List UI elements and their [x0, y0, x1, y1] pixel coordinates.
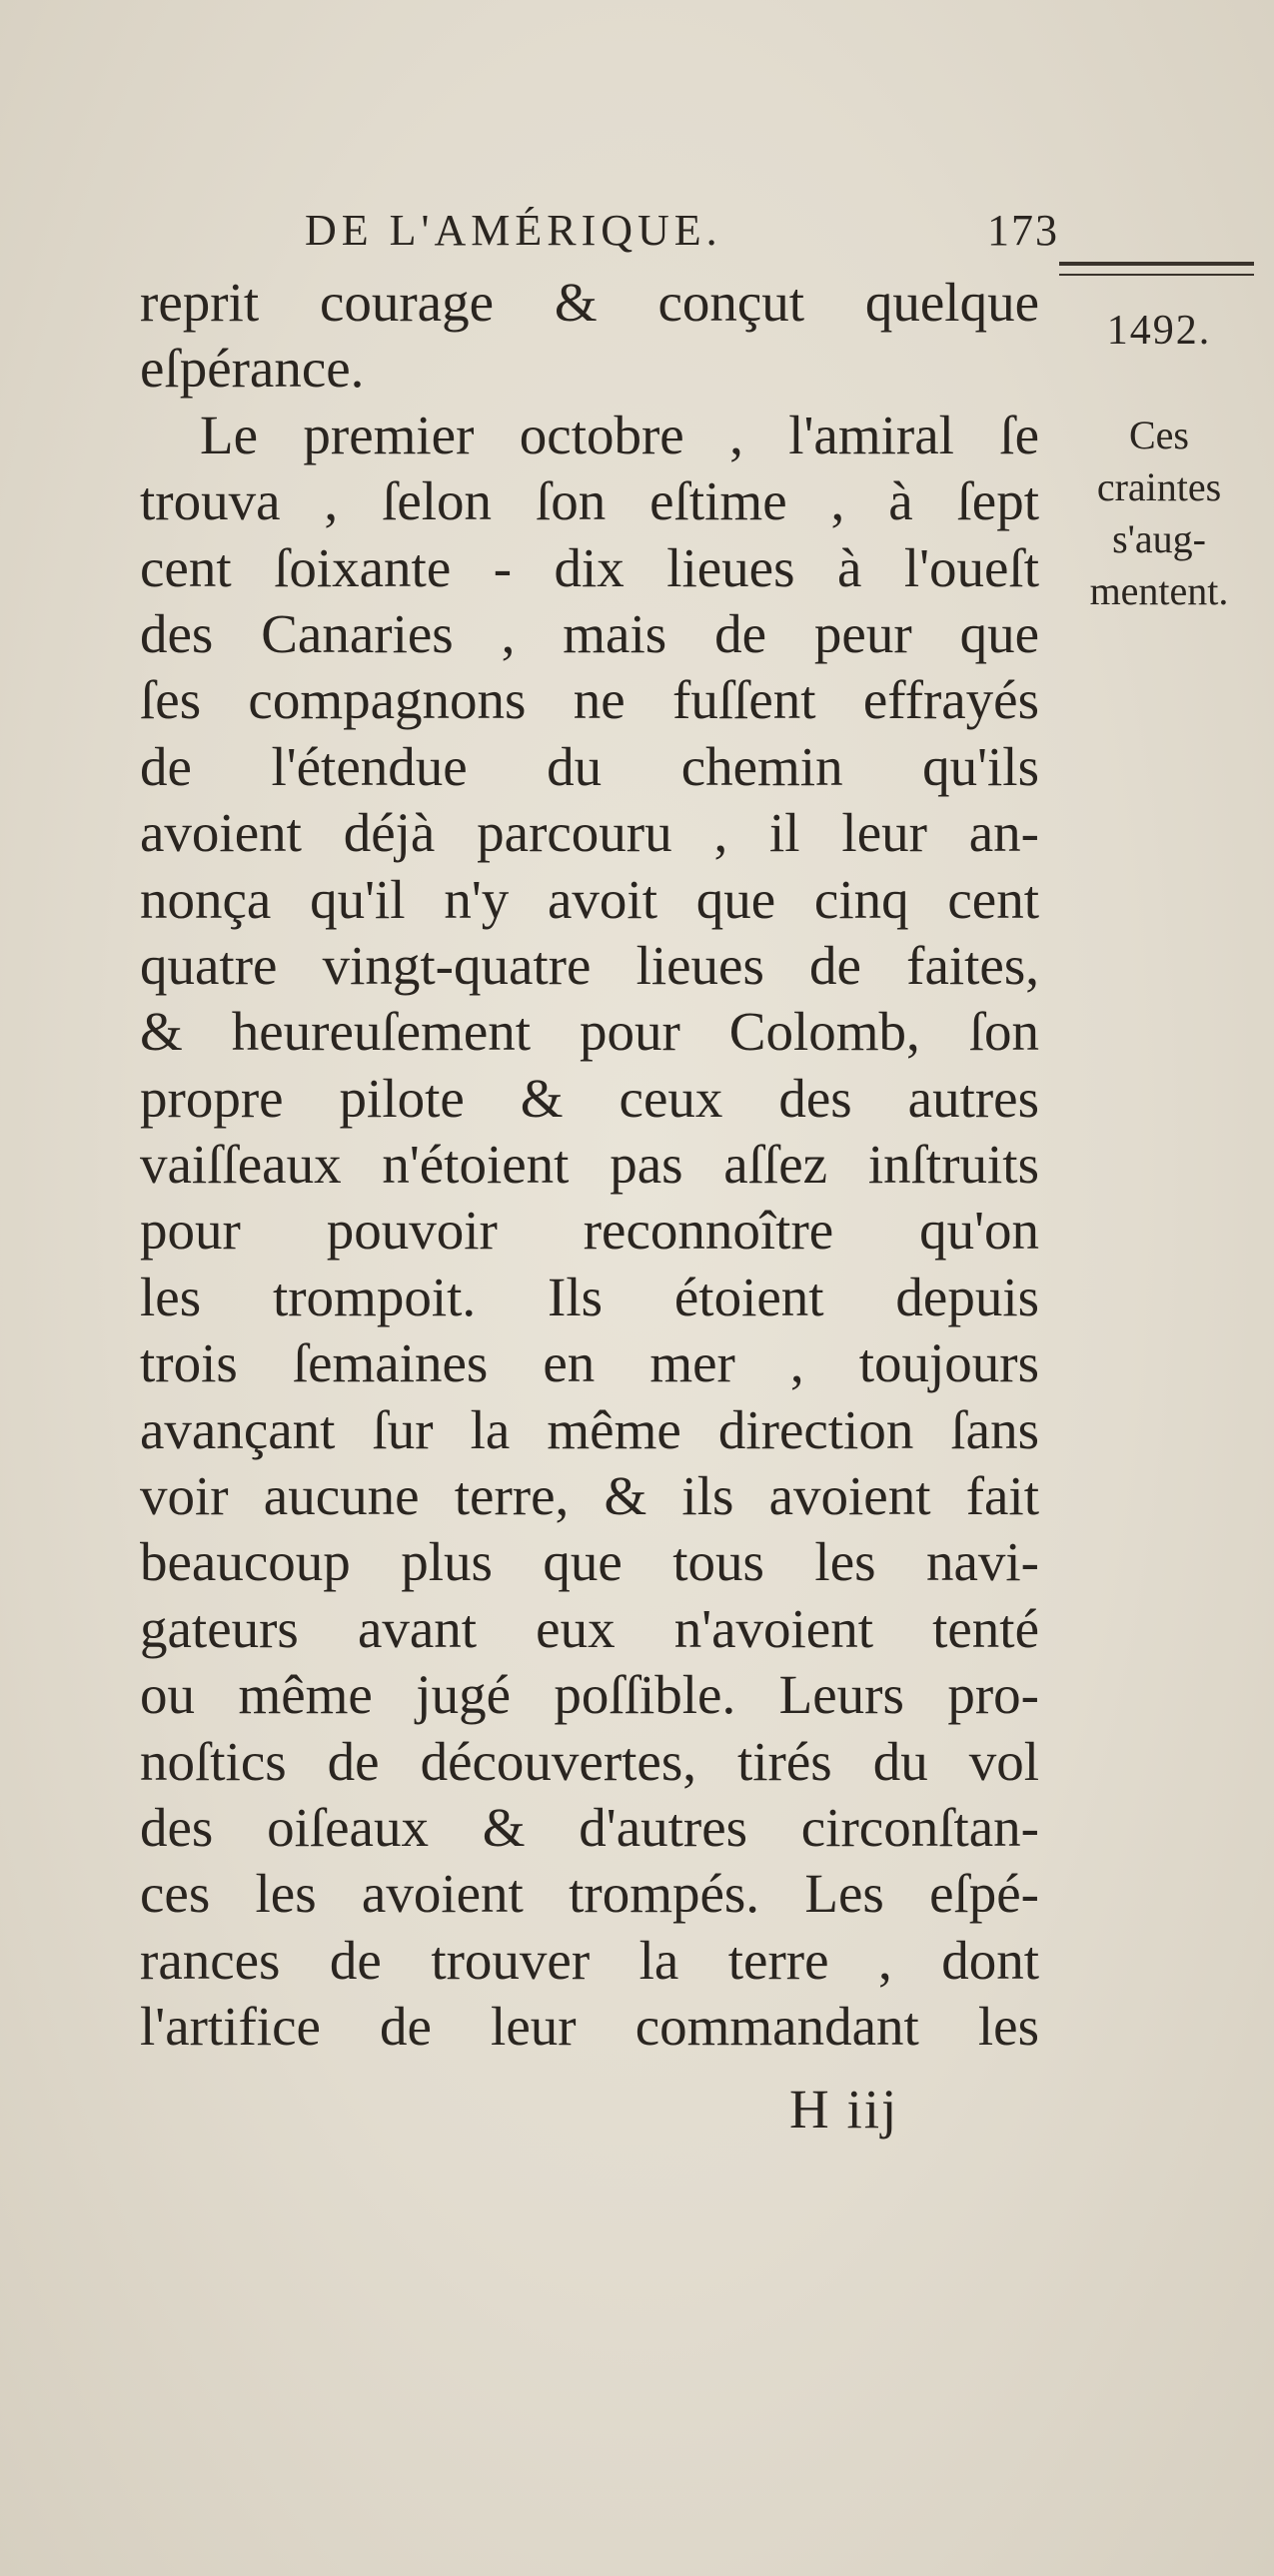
- text-line: Le premier octobre , l'amiral ſe: [200, 404, 1039, 465]
- marginal-note-line: Ces: [1129, 413, 1189, 457]
- text-line: avançant ſur la même direction ſans: [140, 1398, 1039, 1460]
- text-line: les trompoit. Ils étoient depuis: [140, 1266, 1039, 1327]
- text-line: quatre vingt-quatre lieues de faites,: [140, 934, 1039, 996]
- marginal-note: [1059, 410, 1259, 617]
- text-line: pour pouvoir reconnoître qu'on: [140, 1200, 1039, 1262]
- text-line: gateurs avant eux n'avoient tenté: [140, 1597, 1039, 1659]
- text-line: de l'étendue du chemin qu'ils: [140, 735, 1039, 797]
- marginal-year: 1492.: [1106, 308, 1212, 354]
- marginal-note-line: mentent.: [1089, 568, 1229, 613]
- body-text: [140, 270, 1039, 2061]
- text-line: vaiſſeaux n'étoient pas aſſez inſtruits: [140, 1134, 1039, 1196]
- text-line: cent ſoixante - dix lieues à l'oueſt: [140, 536, 1039, 598]
- marginal-rule: [1059, 262, 1254, 276]
- text-line: avoient déjà parcouru , il leur an-: [140, 802, 1039, 864]
- signature-mark: H iij: [789, 2079, 899, 2140]
- text-line: trouva , ſelon ſon eſtime , à ſept: [140, 470, 1039, 532]
- text-line: ou même jugé poſſible. Leurs pro-: [140, 1664, 1039, 1726]
- text-line: trois ſemaines en mer , toujours: [140, 1332, 1039, 1394]
- text-line: des Canaries , mais de peur que: [140, 602, 1039, 664]
- text-line: reprit courage & conçut quelque: [140, 272, 1039, 333]
- text-line: propre pilote & ceux des autres: [140, 1067, 1039, 1129]
- running-title: DE L'AMÉRIQUE.: [305, 206, 722, 255]
- text-line: voir aucune terre, & ils avoient fait: [140, 1465, 1039, 1527]
- text-line: des oiſeaux & d'autres circonſtan-: [140, 1796, 1039, 1858]
- running-header: [305, 205, 1059, 265]
- text-line: ces les avoient trompés. Les eſpé-: [140, 1863, 1039, 1925]
- text-line: ſes compagnons ne fuſſent effrayés: [140, 669, 1039, 731]
- page-number: 173: [987, 206, 1059, 255]
- text-line: eſpérance.: [140, 338, 365, 400]
- text-line: noſtics de découvertes, tirés du vol: [140, 1730, 1039, 1792]
- text-line: beaucoup plus que tous les navi-: [140, 1531, 1039, 1593]
- marginal-note-line: craintes: [1096, 464, 1222, 509]
- text-line: & heureuſement pour Colomb, ſon: [140, 1001, 1039, 1063]
- marginal-note-line: s'aug-: [1112, 516, 1206, 561]
- text-line: nonça qu'il n'y avoit que cinq cent: [140, 868, 1039, 930]
- text-line: l'artifice de leur commandant les: [140, 1996, 1039, 2058]
- text-line: rances de trouver la terre , dont: [140, 1929, 1039, 1991]
